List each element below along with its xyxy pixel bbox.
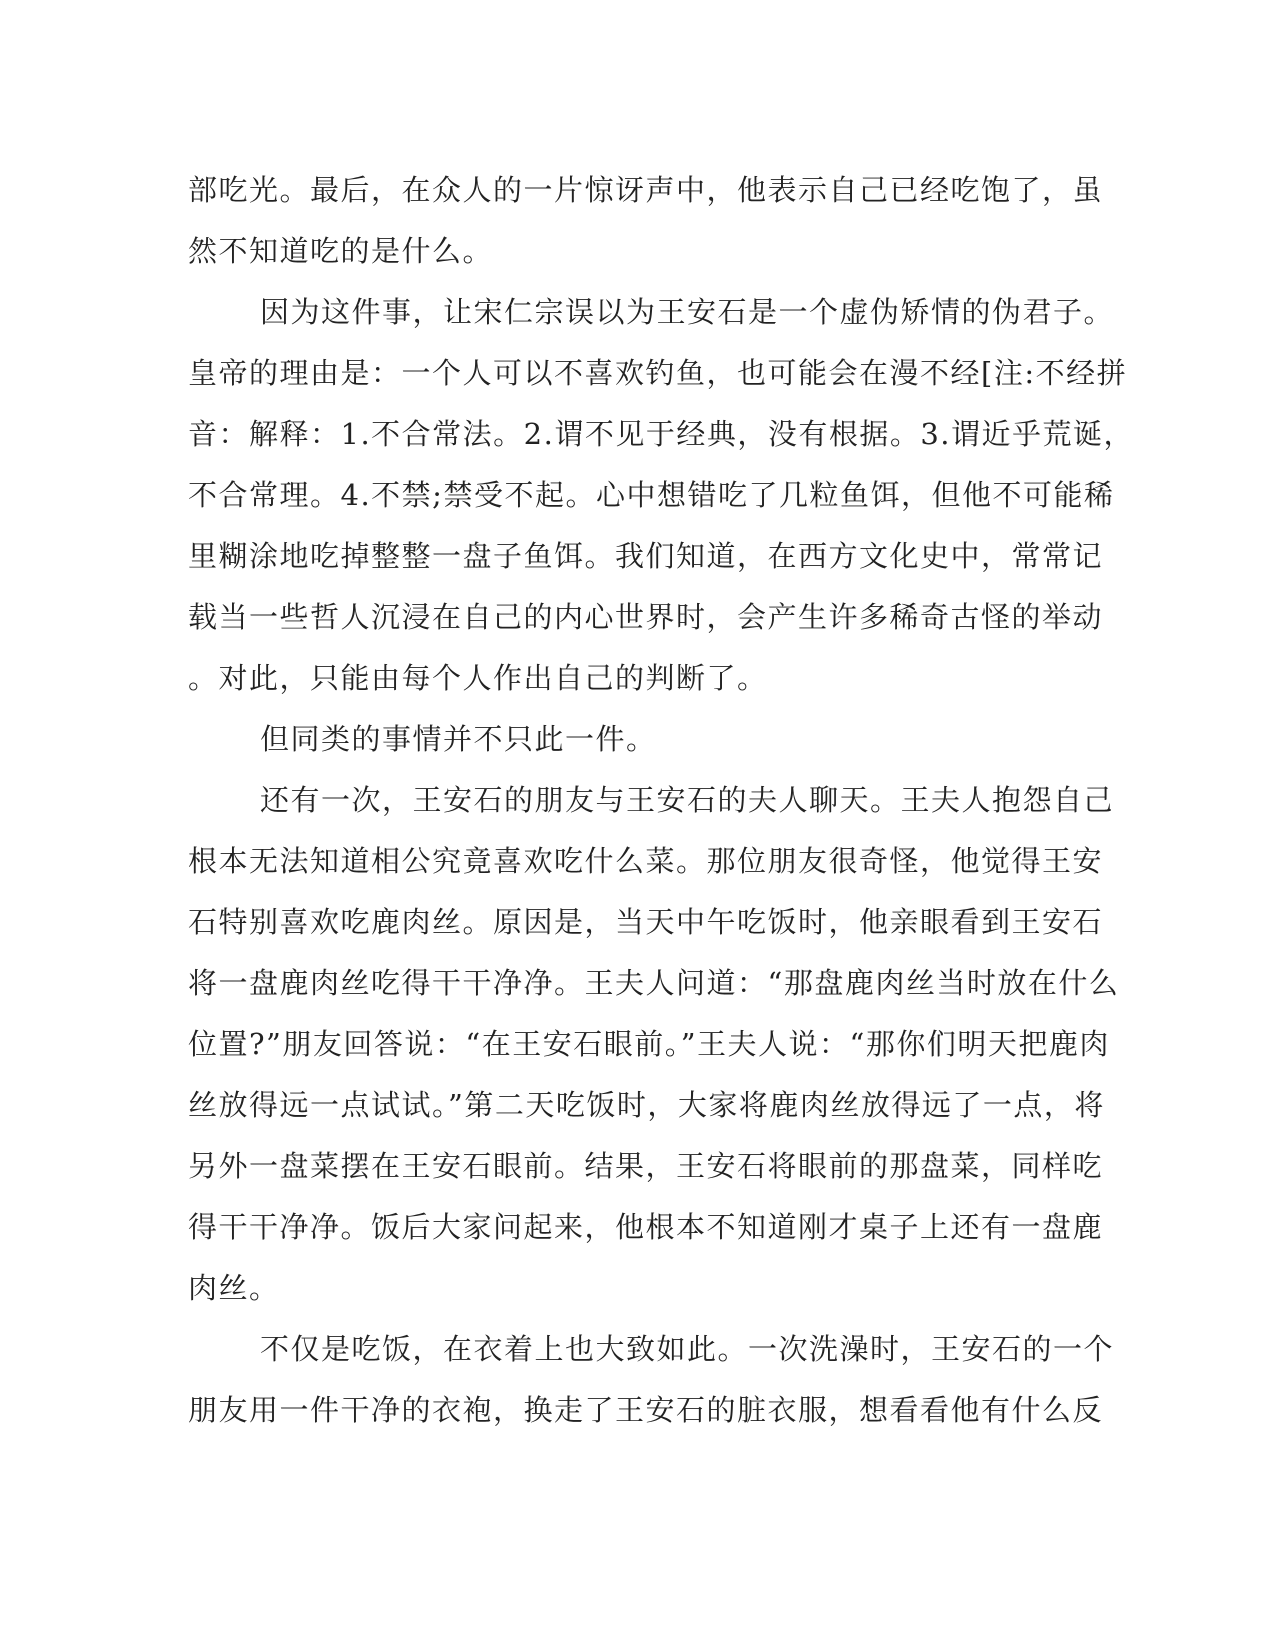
- text-line: 还有一次，王安石的朋友与王安石的夫人聊天。王夫人抱怨自己: [260, 783, 1115, 817]
- text-line: 不仅是吃饭，在衣着上也大致如此。一次洗澡时，王安石的一个: [260, 1332, 1115, 1366]
- text-line: 位置?”朋友回答说：“在王安石眼前。”王夫人说：“那你们明天把鹿肉: [188, 1027, 1110, 1061]
- text-line: 石特别喜欢吃鹿肉丝。原因是，当天中午吃饭时，他亲眼看到王安石: [188, 905, 1104, 939]
- text-line: 得干干净净。饭后大家问起来，他根本不知道刚才桌子上还有一盘鹿: [188, 1210, 1104, 1244]
- text-line: 不合常理。4.不禁;禁受不起。心中想错吃了几粒鱼饵，但他不可能稀: [188, 478, 1115, 512]
- text-line: 根本无法知道相公究竟喜欢吃什么菜。那位朋友很奇怪，他觉得王安: [188, 844, 1104, 878]
- body-text: [188, 160, 1135, 1441]
- text-line: 因为这件事，让宋仁宗误以为王安石是一个虚伪矫情的伪君子。: [260, 295, 1115, 329]
- text-line: 里糊涂地吃掉整整一盘子鱼饵。我们知道，在西方文化史中，常常记: [188, 539, 1104, 573]
- text-line: 丝放得远一点试试。”第二天吃饭时，大家将鹿肉丝放得远了一点，将: [188, 1088, 1105, 1122]
- text-line: 皇帝的理由是：一个人可以不喜欢钓鱼，也可能会在漫不经[注:不经拼: [188, 356, 1128, 390]
- text-line: 载当一些哲人沉浸在自己的内心世界时，会产生许多稀奇古怪的举动: [188, 600, 1104, 634]
- text-line: 肉丝。: [188, 1271, 280, 1305]
- text-line: 。对此，只能由每个人作出自己的判断了。: [188, 661, 768, 695]
- text-line: 然不知道吃的是什么。: [188, 234, 494, 268]
- text-line: 音：解释：1.不合常法。2.谓不见于经典，没有根据。3.谓近乎荒诞，: [188, 417, 1135, 451]
- text-line: 但同类的事情并不只此一件。: [260, 722, 657, 756]
- text-line: 另外一盘菜摆在王安石眼前。结果，王安石将眼前的那盘菜，同样吃: [188, 1149, 1104, 1183]
- text-line: 朋友用一件干净的衣袍，换走了王安石的脏衣服，想看看他有什么反: [188, 1393, 1104, 1427]
- text-line: 将一盘鹿肉丝吃得干干净净。王夫人问道：“那盘鹿肉丝当时放在什么: [188, 966, 1120, 1000]
- text-line: 部吃光。最后，在众人的一片惊讶声中，他表示自己已经吃饱了，虽: [188, 173, 1104, 207]
